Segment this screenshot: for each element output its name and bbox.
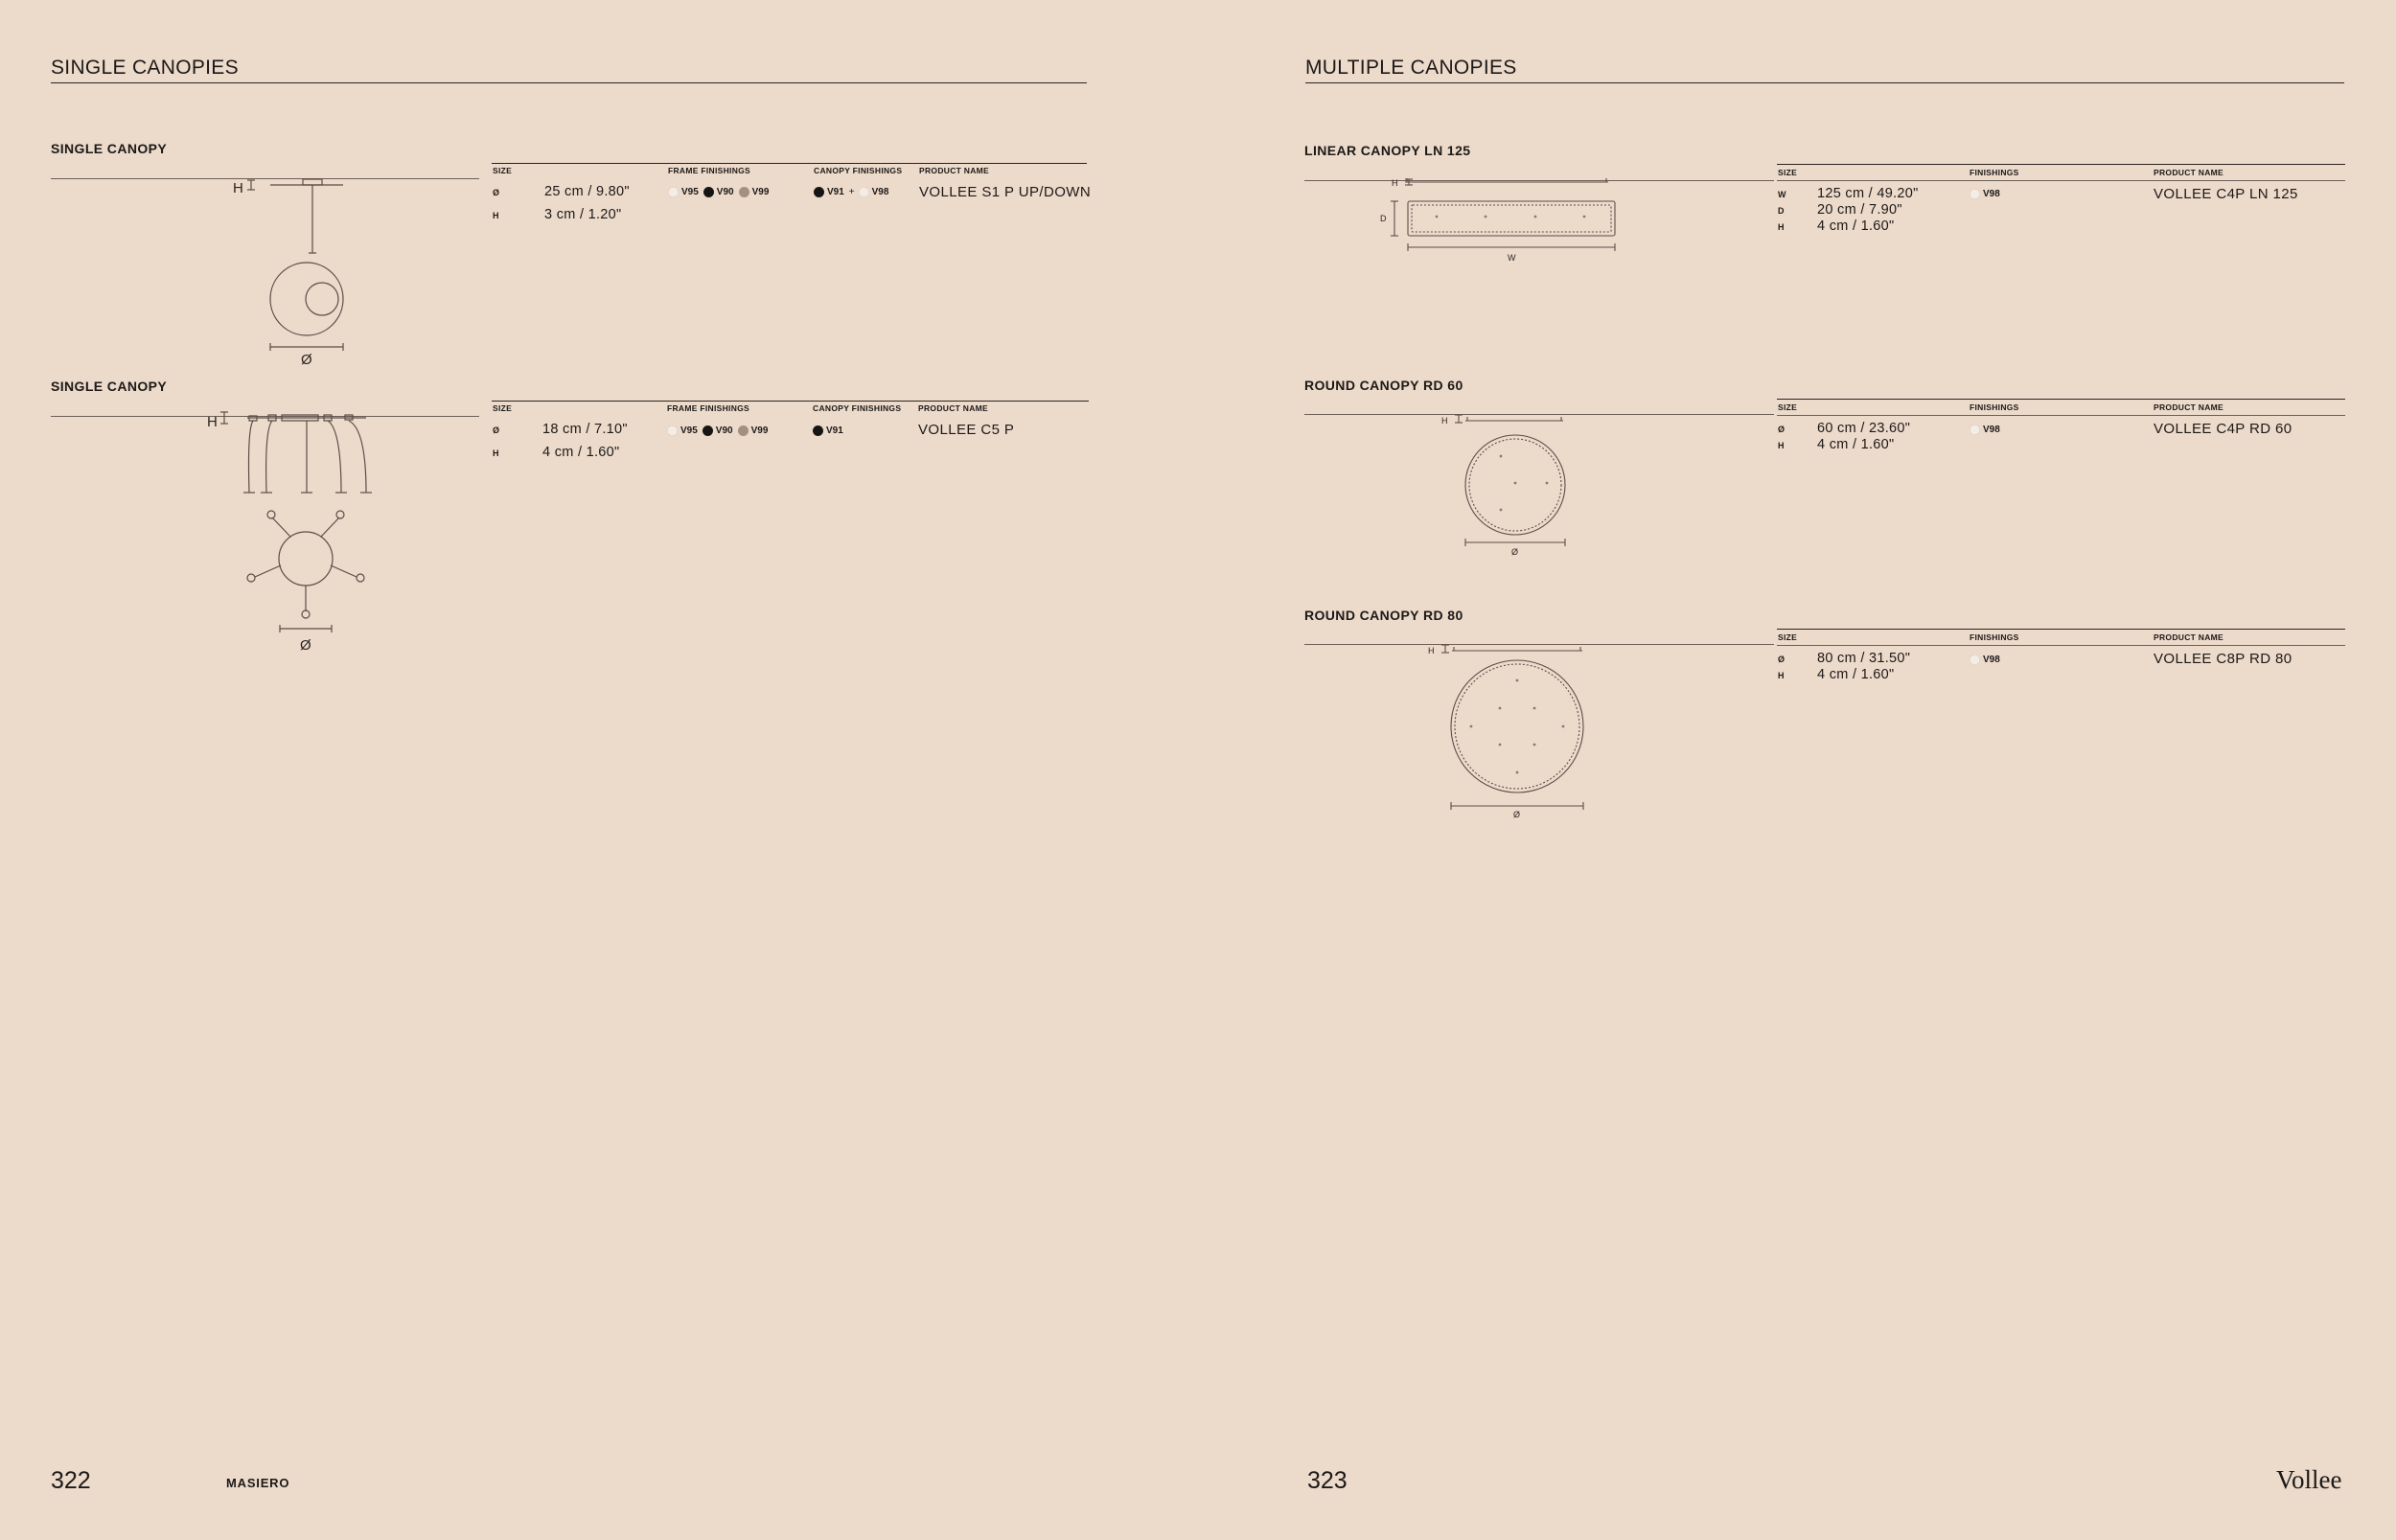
brand-name: MASIERO: [226, 1476, 290, 1490]
technical-drawing-ln125: [1366, 172, 1615, 268]
product-name: VOLLEE C4P RD 60: [2154, 421, 2292, 437]
swatch-v99: [738, 425, 749, 436]
col-product-name: PRODUCT NAME: [2154, 632, 2224, 642]
col-product-name: PRODUCT NAME: [919, 166, 990, 175]
right-page: [1198, 0, 2396, 1540]
drawing-label-diameter: Ø: [300, 637, 311, 654]
technical-drawing-rd60: [1438, 407, 1572, 561]
table-rule: [492, 401, 1089, 402]
finish-code: V91: [827, 186, 844, 197]
dim-key-diameter: Ø: [1778, 425, 1785, 434]
dim-value-diameter: 60 cm / 23.60": [1817, 421, 1911, 436]
dim-key-width: W: [1778, 190, 1786, 199]
drawing-label-diameter: Ø: [1513, 810, 1521, 819]
dim-key-height: H: [493, 448, 499, 458]
drawing-label-h: H: [1392, 178, 1398, 188]
col-canopy-finishings: CANOPY FINISHINGS: [814, 166, 903, 175]
canopy-finishes: [813, 425, 848, 436]
finish-code: V95: [680, 425, 698, 436]
finish-code: V99: [750, 425, 769, 436]
finish-code: V98: [1983, 188, 2000, 199]
finish-code: V98: [1983, 424, 2000, 435]
finish-joiner: +: [848, 186, 855, 197]
dim-key-diameter: Ø: [493, 188, 500, 197]
col-size: SIZE: [1778, 402, 1798, 412]
col-finishings: FINISHINGS: [1970, 402, 2019, 412]
dim-value-height: 4 cm / 1.60": [1817, 437, 1895, 452]
table-rule-lower: [1777, 180, 2345, 181]
block-title: LINEAR CANOPY LN 125: [1304, 143, 1471, 158]
section-rule: [1305, 82, 2344, 83]
swatch-v90: [703, 187, 714, 197]
product-name: VOLLEE C8P RD 80: [2154, 651, 2292, 667]
section-title: MULTIPLE CANOPIES: [1305, 57, 1517, 79]
frame-finishes: [668, 187, 773, 197]
section-rule: [51, 82, 1087, 83]
col-canopy-finishings: CANOPY FINISHINGS: [813, 403, 902, 413]
dim-value-diameter: 18 cm / 7.10": [542, 422, 628, 437]
table-rule: [492, 163, 1087, 164]
dim-value-diameter: 25 cm / 9.80": [544, 184, 630, 199]
product-name: VOLLEE S1 P UP/DOWN: [919, 184, 1092, 200]
dim-value-height: 3 cm / 1.20": [544, 207, 622, 222]
drawing-label-diameter: Ø: [301, 352, 312, 368]
dim-key-height: H: [493, 211, 499, 220]
swatch-v91: [814, 187, 824, 197]
col-size: SIZE: [1778, 168, 1798, 177]
swatch-v95: [668, 187, 679, 197]
swatch-v98: [1970, 425, 1980, 435]
dim-key-diameter: Ø: [1778, 655, 1785, 664]
block-title: ROUND CANOPY RD 60: [1304, 378, 1463, 393]
swatch-v98: [1970, 189, 1980, 199]
col-finishings: FINISHINGS: [1970, 632, 2019, 642]
block-title: SINGLE CANOPY: [51, 379, 168, 394]
col-product-name: PRODUCT NAME: [918, 403, 989, 413]
section-title: SINGLE CANOPIES: [51, 57, 239, 79]
page-number: 322: [51, 1467, 91, 1494]
collection-name: Vollee: [2276, 1465, 2342, 1494]
table-rule: [1777, 629, 2345, 630]
drawing-label-h: H: [1441, 416, 1448, 425]
page-number: 323: [1307, 1467, 1348, 1494]
dim-value-width: 125 cm / 49.20": [1817, 186, 1919, 201]
product-name: VOLLEE C4P LN 125: [2154, 186, 2298, 202]
drawing-label-depth: D: [1380, 214, 1387, 223]
drawing-label-diameter: Ø: [1511, 547, 1519, 557]
col-product-name: PRODUCT NAME: [2154, 168, 2224, 177]
technical-drawing-c5: [201, 410, 393, 659]
dim-value-depth: 20 cm / 7.90": [1817, 202, 1902, 218]
table-rule: [1777, 399, 2345, 400]
table-rule-lower: [1777, 415, 2345, 416]
dim-key-diameter: Ø: [493, 425, 500, 435]
dim-key-depth: D: [1778, 206, 1785, 216]
finishes: [1970, 425, 2005, 435]
block-title: ROUND CANOPY RD 80: [1304, 608, 1463, 623]
swatch-v90: [703, 425, 713, 436]
dim-key-height: H: [1778, 441, 1785, 450]
dim-value-diameter: 80 cm / 31.50": [1817, 651, 1911, 666]
col-size: SIZE: [1778, 632, 1798, 642]
col-finishings: FINISHINGS: [1970, 168, 2019, 177]
technical-drawing-s1: [220, 172, 374, 374]
dim-value-height: 4 cm / 1.60": [1817, 218, 1895, 234]
product-name: VOLLEE C5 P: [918, 422, 1015, 438]
table-rule-lower: [1777, 645, 2345, 646]
col-size: SIZE: [493, 403, 513, 413]
swatch-v98: [859, 187, 869, 197]
frame-finishes: [667, 425, 772, 436]
drawing-label-width: W: [1508, 253, 1516, 263]
finish-code: V90: [715, 425, 733, 436]
block-title: SINGLE CANOPY: [51, 141, 168, 156]
finish-code: V95: [681, 186, 699, 197]
technical-drawing-rd80: [1418, 637, 1591, 829]
finish-code: V98: [871, 186, 889, 197]
dim-value-height: 4 cm / 1.60": [1817, 667, 1895, 682]
swatch-v95: [667, 425, 678, 436]
swatch-v99: [739, 187, 749, 197]
finishes: [1970, 655, 2005, 665]
col-frame-finishings: FRAME FINISHINGS: [668, 166, 751, 175]
finish-code: V91: [826, 425, 843, 436]
finishes: [1970, 189, 2005, 199]
col-size: SIZE: [493, 166, 513, 175]
finish-code: V99: [751, 186, 770, 197]
drawing-label-h: H: [233, 180, 243, 196]
finish-code: V98: [1983, 654, 2000, 665]
col-frame-finishings: FRAME FINISHINGS: [667, 403, 750, 413]
swatch-v98: [1970, 655, 1980, 665]
dim-value-height: 4 cm / 1.60": [542, 445, 620, 460]
swatch-v91: [813, 425, 823, 436]
col-product-name: PRODUCT NAME: [2154, 402, 2224, 412]
canopy-finishes: [814, 187, 893, 197]
finish-code: V90: [716, 186, 734, 197]
table-rule: [1777, 164, 2345, 165]
dim-key-height: H: [1778, 671, 1785, 680]
dim-key-height: H: [1778, 222, 1785, 232]
drawing-label-h: H: [1428, 646, 1435, 655]
drawing-label-h: H: [207, 414, 218, 430]
